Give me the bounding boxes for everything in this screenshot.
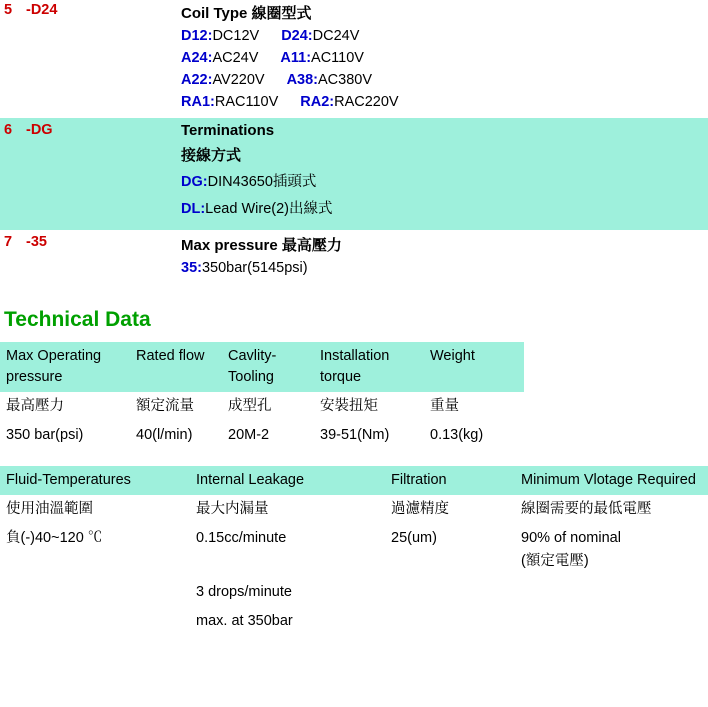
cell-cavity-cn: 成型孔 (222, 392, 314, 421)
cell-empty (0, 607, 190, 636)
ordering-row-7 (0, 230, 708, 286)
option-code: RA2: (300, 94, 335, 110)
row-subtitle: 接線方式 (181, 147, 242, 164)
table-row (0, 495, 708, 524)
row-code: -35 (26, 234, 47, 250)
cell-weight-cn: 重量 (424, 392, 524, 421)
option-text: AC24V (212, 50, 259, 66)
row-code: -D24 (26, 2, 58, 18)
cell-leakage-value: 0.15cc/minute (190, 524, 385, 578)
option-code: A24: (181, 50, 213, 66)
option-text: DC12V (212, 28, 260, 44)
cell-empty (515, 578, 708, 607)
cell-empty (385, 578, 515, 607)
option-code: D12: (181, 28, 213, 44)
voltage-line-1: 90% of nominal (521, 530, 621, 547)
cell-weight-value: 0.13(kg) (424, 421, 524, 450)
column-header-max-operating-pressure: Max Operating pressure (0, 342, 130, 392)
column-header-cavity-tooling: Cavlity-Tooling (222, 342, 314, 392)
cell-filtration-cn: 過濾精度 (385, 495, 515, 524)
cell-max-pressure-value: 350 bar(psi) (0, 421, 130, 450)
cell-leakage-cn: 最大内漏量 (190, 495, 385, 524)
cell-rated-flow-value: 40(l/min) (130, 421, 222, 450)
column-header-minimum-voltage: Minimum Vlotage Required (515, 466, 708, 495)
row-code: -DG (26, 122, 53, 138)
ordering-row-5 (0, 0, 708, 118)
row-description (181, 2, 708, 116)
technical-table-main (0, 342, 708, 450)
option-text: AC110V (311, 50, 364, 66)
column-header-rated-flow: Rated flow (130, 342, 222, 392)
cell-empty (0, 578, 190, 607)
column-header-weight: Weight (424, 342, 524, 392)
option-code: A22: (181, 72, 213, 88)
option-text: 350bar(5145psi) (201, 260, 308, 276)
ordering-row-6 (0, 118, 708, 230)
cell-max-pressure-cn: 最高壓力 (0, 392, 130, 421)
table-row (0, 421, 708, 450)
cell-empty (385, 607, 515, 636)
table-row (0, 607, 708, 636)
cell-torque-cn: 安裝扭矩 (314, 392, 424, 421)
option-text: AC380V (318, 72, 373, 88)
option-text: DIN43650插頭式 (207, 174, 317, 190)
cell-cavity-value: 20M-2 (222, 421, 314, 450)
table-row (0, 392, 708, 421)
cell-empty (524, 392, 708, 421)
cell-fluid-temp-value: 負(-)40~120 ℃ (0, 524, 190, 578)
cell-filtration-value: 25(um) (385, 524, 515, 578)
row-number: 6 (4, 122, 13, 138)
option-code: D24: (281, 28, 313, 44)
table-row (0, 524, 708, 578)
row-title: Max pressure 最高壓力 (181, 237, 342, 254)
row-number: 5 (4, 2, 13, 18)
technical-data-heading: Technical Data (4, 308, 151, 331)
option-text: Lead Wire(2)出線式 (205, 201, 333, 217)
cell-fluid-temp-cn: 使用油溫範圍 (0, 495, 190, 524)
column-header-fluid-temperatures: Fluid-Temperatures (0, 466, 190, 495)
cell-voltage-value (515, 524, 708, 578)
table-header-row (0, 466, 708, 495)
table-header-row (0, 342, 708, 392)
option-line (181, 28, 708, 44)
cell-torque-value: 39-51(Nm) (314, 421, 424, 450)
cell-voltage-cn: 線圈需要的最低電壓 (515, 495, 708, 524)
option-text: AV220V (212, 72, 265, 88)
option-code: A38: (286, 72, 319, 88)
option-line (181, 50, 708, 66)
option-line (181, 94, 708, 110)
option-text: RAC110V (214, 94, 279, 110)
cell-rated-flow-cn: 額定流量 (130, 392, 222, 421)
option-text: DC24V (312, 28, 360, 44)
option-code: DL: (181, 201, 206, 217)
option-line (181, 260, 708, 276)
option-line (181, 197, 708, 218)
column-header-filtration: Filtration (385, 466, 515, 495)
column-header-internal-leakage: Internal Leakage (190, 466, 385, 495)
option-code: A11: (280, 50, 312, 66)
table-row (0, 578, 708, 607)
technical-table-fluid (0, 466, 708, 636)
cell-empty (515, 607, 708, 636)
row-title: Terminations (181, 122, 275, 139)
voltage-line-2: (額定電壓) (521, 553, 589, 570)
option-code: 35: (181, 260, 202, 276)
row-description (181, 122, 708, 224)
row-number: 7 (4, 234, 13, 250)
option-code: DG: (181, 174, 208, 190)
column-header-installation-torque: Installation torque (314, 342, 424, 392)
cell-empty (524, 421, 708, 450)
cell-leakage-max: max. at 350bar (190, 607, 385, 636)
row-title: Coil Type 線圈型式 (181, 5, 312, 22)
option-text: RAC220V (334, 94, 399, 110)
option-line (181, 170, 708, 191)
row-description (181, 234, 708, 282)
option-code: RA1: (181, 94, 215, 110)
cell-leakage-drops: 3 drops/minute (190, 578, 385, 607)
option-line (181, 72, 708, 88)
column-header-empty (524, 342, 708, 392)
